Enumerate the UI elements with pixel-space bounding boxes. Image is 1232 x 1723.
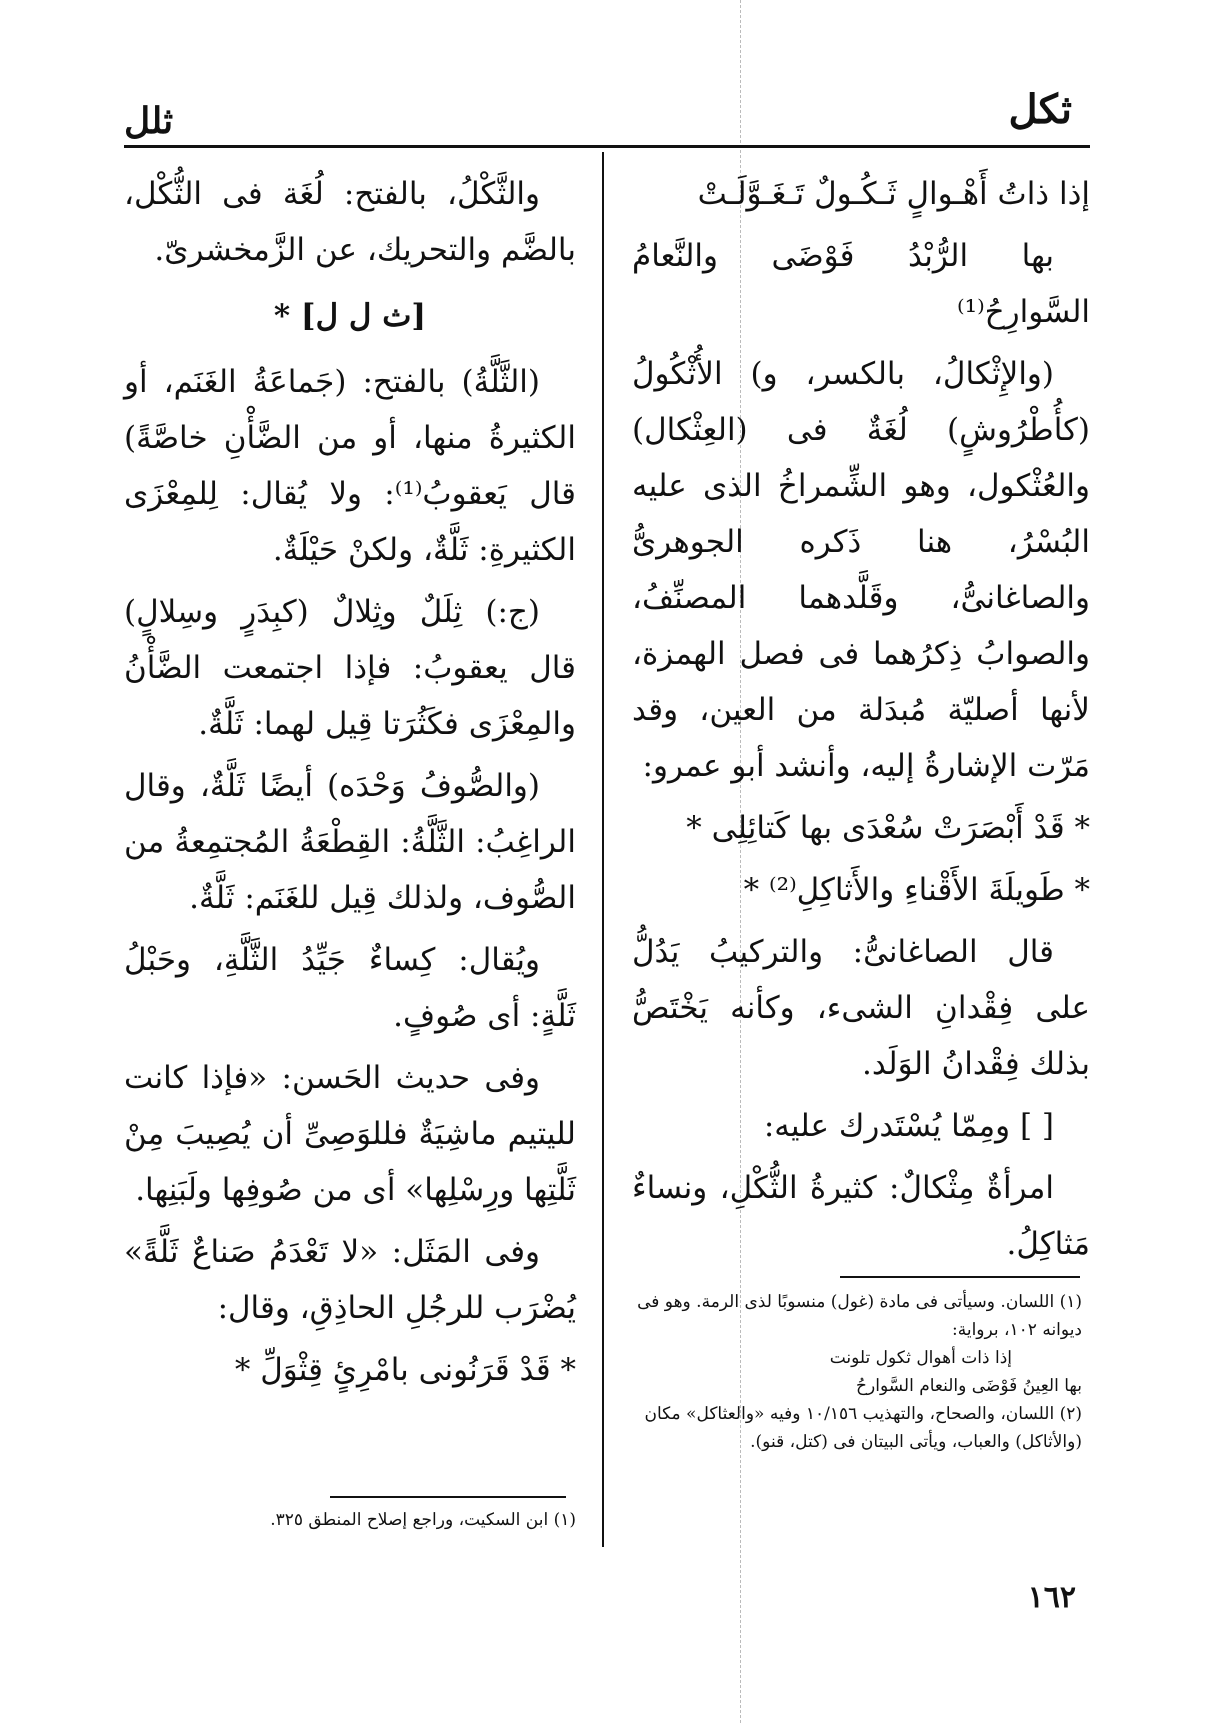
footnote: (١) اللسان. وسيأتى فى مادة (غول) منسوبًا لذى الرمة. وهو فى ديوانه ١٠٢، برواية: [637,1292,1082,1340]
right-column [632,166,1090,1278]
verse-line: * قَدْ قَرَنُونى بامْرِئٍ قِثْوَلِّ * [234,1352,576,1388]
header-rule [124,145,1090,148]
entry-paragraph: (الثَّلَّةُ) بالفتح: (جَماعَةُ الغَنَم، أو الكثيرةُ منها، أو من الضَّأْنِ خاصَّةً) قال يَعقوبُ⁽¹⁾: ولا يُقال: لِلمِعْزَى الكثيرةِ: ثَلَّةٌ، ولكنْ حَيْلَةٌ. [124,364,577,568]
entry-paragraph: وفى المَثَل: «لا تَعْدَمُ صَناعٌ ثَلَّةً» يُضْرَب للرجُلِ الحاذِقِ، وقال: [124,1234,576,1326]
entry-paragraph: (والصُّوفُ وَحْدَه) أيضًا ثَلَّةٌ، وقال الراغِبُ: الثَّلَّةُ: القِطْعَةُ المُجتمِعةُ من الصُّوف، ولذلك قِيل للغَنَم: ثَلَّةٌ. [124,768,576,916]
supplement-heading: [ ] ومِمّا يُسْتَدرك عليه: [763,1108,1054,1144]
entry-paragraph: قال الصاغانىُّ: والتركيبُ يَدُلُّ على فِقْدانِ الشىء، وكأنه يَخْتَصُّ بذلك فِقْدانُ الوَلَد. [632,934,1090,1082]
footnote-rule-right [840,1276,1080,1278]
footnote-verse: إذا ذات أهوال ثكول تلونت [829,1348,1012,1368]
footnotes-right [632,1288,1082,1456]
entry-paragraph: والثَّكْلُ، بالفتح: لُغَة فى الثُّكْل، بالضَّم والتحريك، عن الزَّمخشرىّ. [124,176,576,268]
footnote-verse: بها العِينُ فَوْضَى والنعام السَّوارحُ [856,1376,1082,1396]
entry-title: [ث ل ل] * [273,298,427,334]
header-root-word-right: ثكل [1008,86,1072,133]
entry-paragraph: (والإِثْكالُ، بالكسر، و) الأُثْكُولُ (كأُطْرُوشٍ) لُغَةٌ فى (العِثْكال) والعُثْكول، وهو الشِّمراخُ الذى عليه البُسْرُ، هنا ذَكره الجوهرىُّ والصاغانىُّ، وقَلَّدهما المصنِّفُ، والصوابُ ذِكرُهما فى فصل الهمزة، لأنها أصليّة مُبدَلة من العين، وقد مَرّت الإشارةُ إليه، وأنشد أبو عمرو: [632,356,1090,784]
entry-paragraph: امرأةٌ مِثْكالٌ: كثيرةُ الثُّكْلِ، ونساءٌ مَثاكِلُ. [632,1170,1090,1262]
footnote-rule-left [330,1496,566,1498]
verse-line: إذا ذاتُ أَهْـوالٍ ثَـكُـولٌ تَـغَـوَّلَـتْ [697,176,1090,212]
verse-line: * قَدْ أَبْصَرَتْ سُعْدَى بها كَتائِلِى * [686,810,1090,846]
header-root-word-left: ثلل [124,100,174,142]
footnote: (١) ابن السكيت، وراجع إصلاح المنطق ٣٢٥. [270,1510,576,1530]
entry-paragraph: (ج:) ثِلَلٌ وثِلالٌ (كبِدَرٍ وسِلالٍ) قال يعقوبُ: فإذا اجتمعت الضَّأْنُ والمِعْزَى فكَثُرَتا قِيل لهما: ثَلَّةٌ. [124,594,576,742]
footnote: (٢) اللسان، والصحاح، والتهذيب ١٠/١٥٦ وفيه «والعثاكل» مكان (والأثاكل) والعباب، ويأتى البيتان فى (كتل، قنو). [644,1404,1082,1452]
verse-line: * طَويلَةَ الأَقْناءِ والأَثاكِلِ⁽²⁾ * [743,872,1090,908]
left-column [124,166,576,1404]
entry-paragraph: وفى حديث الحَسن: «فإذا كانت لليتيم ماشِيَةٌ فللوَصِىِّ أن يُصِيبَ مِنْ ثَلَّتِها ورِسْلِها» أى من صُوفِها ولَبَنِها. [124,1060,576,1208]
verse-line: بها الرُّبْدُ فَوْضَى والنَّعامُ السَّوارِحُ⁽¹⁾ [632,238,1090,330]
column-divider [602,152,604,1547]
page-number: ١٦٢ [1027,1580,1076,1615]
entry-paragraph: ويُقال: كِساءٌ جَيِّدُ الثَّلَّةِ، وحَبْلُ ثَلَّةٍ: أى صُوفٍ. [124,942,576,1034]
footnotes-left [124,1506,576,1534]
